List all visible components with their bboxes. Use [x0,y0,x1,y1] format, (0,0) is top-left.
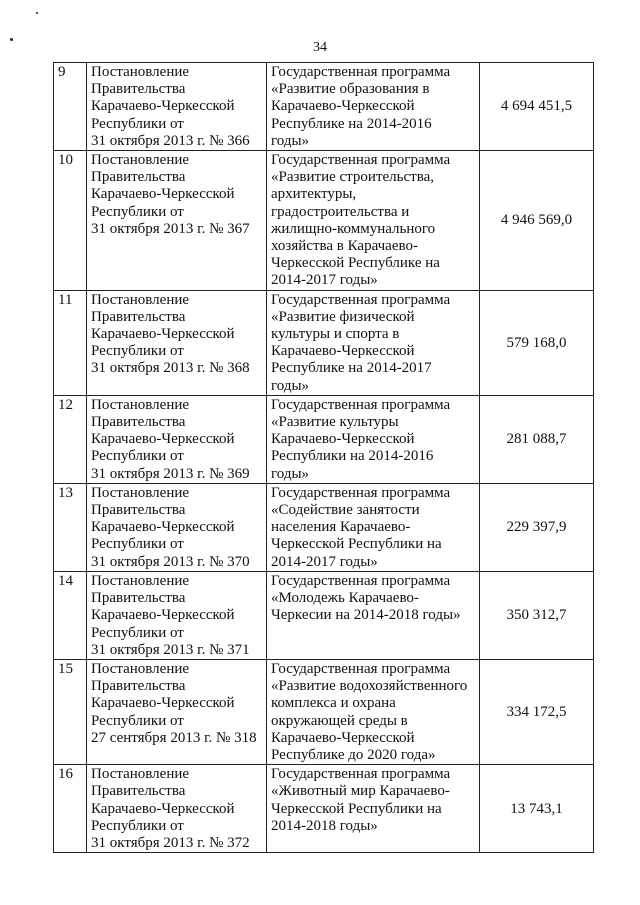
program-line: «Животный мир Карачаево- [271,783,450,800]
program-cell [267,290,480,395]
resolution-line: Постановление [91,396,190,413]
program-line: годы» [271,465,310,482]
resolution-line: 31 октября 2013 г. № 372 [91,834,250,851]
program-line: Черкесской Республики на [271,536,442,553]
program-line: годы» [271,377,310,394]
program-line: Государственная программа [271,484,451,501]
resolution-cell [87,395,267,483]
program-cell [267,151,480,291]
funding-amount: 13 743,1 [480,765,594,853]
program-line: Черкесской Республике на [271,255,440,272]
program-line: окружающей среды в [271,712,408,729]
resolution-line: Постановление [91,660,190,677]
resolution-cell [87,483,267,571]
resolution-line: 31 октября 2013 г. № 368 [91,360,250,377]
program-cell [267,571,480,659]
funding-amount: 229 397,9 [480,483,594,571]
program-line: градостроительства и [271,203,410,220]
resolution-cell [87,765,267,853]
resolution-line: 31 октября 2013 г. № 369 [91,465,250,482]
program-line: 2014-2018 годы» [271,817,378,834]
page-number: 34 [313,40,327,55]
programs-table-body [54,63,594,853]
table-row [54,290,594,395]
row-number: 13 [54,483,87,571]
resolution-cell [87,571,267,659]
resolution-line: Постановление [91,64,190,80]
funding-amount: 334 172,5 [480,659,594,764]
program-line: Государственная программа [271,152,451,169]
resolution-line: Карачаево-Черкесской [91,186,235,203]
resolution-line: Постановление [91,572,190,589]
resolution-cell [87,63,267,151]
resolution-line: 31 октября 2013 г. № 366 [91,132,250,149]
resolution-cell [87,151,267,291]
row-number: 12 [54,395,87,483]
program-cell [267,659,480,764]
program-line: Государственная программа [271,291,451,308]
program-line: Государственная программа [271,572,451,589]
resolution-line: Правительства [91,308,186,325]
resolution-line: Республики от [91,448,184,465]
resolution-line: Правительства [91,169,186,186]
program-cell [267,63,480,151]
funding-amount: 579 168,0 [480,290,594,395]
resolution-line: Постановление [91,152,190,169]
resolution-line: 31 октября 2013 г. № 371 [91,641,250,658]
resolution-line: Республики от [91,712,184,729]
resolution-line: Постановление [91,484,190,501]
table-row [54,571,594,659]
resolution-line: Республики от [91,203,184,220]
resolution-line: Правительства [91,502,186,519]
program-line: Карачаево-Черкесской [271,431,415,448]
resolution-line: Карачаево-Черкесской [91,519,235,536]
resolution-line: Постановление [91,291,190,308]
program-cell [267,765,480,853]
resolution-line: Карачаево-Черкесской [91,326,235,343]
table-row [54,151,594,291]
program-line: Государственная программа [271,766,451,783]
resolution-line: Республики от [91,115,184,132]
program-line: хозяйства в Карачаево- [271,238,418,255]
program-line: Черкесии на 2014-2018 годы» [271,607,461,624]
resolution-cell [87,659,267,764]
program-line: населения Карачаево- [271,519,411,536]
program-line: Республике на 2014-2016 [271,115,432,132]
table-row [54,395,594,483]
resolution-line: Правительства [91,678,186,695]
program-line: Государственная программа [271,396,451,413]
resolution-line: Постановление [91,766,190,783]
resolution-line: Республики от [91,624,184,641]
resolution-line: Республики от [91,536,184,553]
program-line: «Развитие физической [271,308,415,325]
program-cell [267,483,480,571]
resolution-line: Карачаево-Черкесской [91,607,235,624]
program-line: «Развитие культуры [271,414,399,431]
program-line: «Развитие водохозяйственного [271,678,468,695]
program-line: жилищно-коммунального [271,220,436,237]
program-line: Государственная программа [271,64,451,80]
resolution-line: Правительства [91,783,186,800]
table-row [54,483,594,571]
resolution-line: Правительства [91,81,186,98]
program-line: «Развитие образования в [271,81,430,98]
resolution-line: Правительства [91,414,186,431]
program-line: «Развитие строительства, [271,169,434,186]
resolution-line: Карачаево-Черкесской [91,695,235,712]
program-line: годы» [271,132,310,149]
funding-amount: 281 088,7 [480,395,594,483]
resolution-cell [87,290,267,395]
resolution-line: Республики от [91,817,184,834]
resolution-line: Республики от [91,343,184,360]
scan-speck [36,12,38,14]
row-number: 10 [54,151,87,291]
program-line: «Содействие занятости [271,502,420,519]
resolution-line: Карачаево-Черкесской [91,431,235,448]
program-line: Государственная программа [271,660,451,677]
resolution-line: 31 октября 2013 г. № 370 [91,553,250,570]
resolution-line: 27 сентября 2013 г. № 318 [91,729,257,746]
resolution-line: 31 октября 2013 г. № 367 [91,220,250,237]
resolution-line: Правительства [91,590,186,607]
row-number: 15 [54,659,87,764]
program-line: 2014-2017 годы» [271,272,378,289]
program-line: Республики на 2014-2016 [271,448,434,465]
row-number: 9 [54,63,87,151]
row-number: 11 [54,290,87,395]
program-line: Республике до 2020 года» [271,746,436,763]
row-number: 14 [54,571,87,659]
funding-amount: 4 694 451,5 [480,63,594,151]
table-row [54,765,594,853]
program-line: комплекса и охрана [271,695,396,712]
program-line: культуры и спорта в [271,326,400,343]
program-line: архитектуры, [271,186,357,203]
program-line: Республике на 2014-2017 [271,360,432,377]
program-line: Карачаево-Черкесской [271,343,415,360]
row-number: 16 [54,765,87,853]
programs-table [53,62,594,853]
program-line: Карачаево-Черкесской [271,729,415,746]
resolution-line: Карачаево-Черкесской [91,98,235,115]
table-row [54,63,594,151]
funding-amount: 4 946 569,0 [480,151,594,291]
program-line: 2014-2017 годы» [271,553,378,570]
funding-amount: 350 312,7 [480,571,594,659]
resolution-line: Карачаево-Черкесской [91,800,235,817]
program-cell [267,395,480,483]
table-row [54,659,594,764]
program-line: Карачаево-Черкесской [271,98,415,115]
program-line: «Молодежь Карачаево- [271,590,419,607]
program-line: Черкесской Республики на [271,800,442,817]
